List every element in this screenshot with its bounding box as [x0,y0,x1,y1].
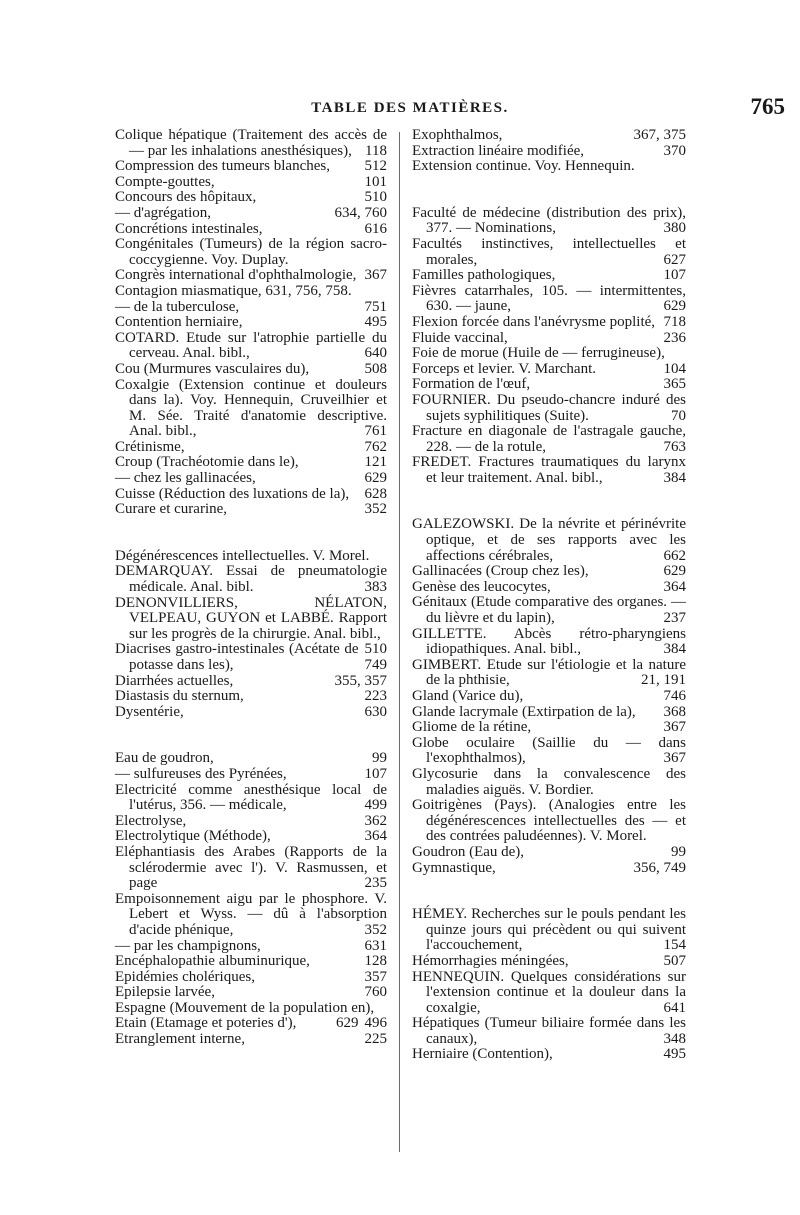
index-entry [412,377,686,393]
entry-page-ref: 628 [364,485,387,502]
index-entry [412,237,686,268]
entry-text: Espagne (Mouvement de la population en), [115,999,375,1016]
entry-page-ref: 362 [364,812,387,829]
entry-text: Contagion miasmatique, 631, 756, 758. [115,282,352,299]
entry-text: — d'agrégation, [115,204,212,221]
entry-page-ref: 225 [364,1031,387,1048]
entry-page-ref: 128 [364,953,387,970]
index-entry [115,331,387,362]
entry-page-ref: 101 [364,173,387,190]
entry-page-ref: 630 [364,703,387,720]
entry-page-ref: 70 [671,407,686,424]
entry-page-ref: 627 [663,251,686,268]
index-entry [412,705,686,721]
index-entry [115,985,387,1001]
index-entry [115,564,387,595]
entry-page-ref: 629 [663,563,686,580]
index-entry [115,175,387,191]
entry-page-ref: 629 [336,1015,359,1032]
entry-page-ref: 99 [671,843,686,860]
index-entry [412,767,686,798]
entry-text: — chez les gallinacées, [115,470,256,487]
entry-page-ref: 718 [663,313,686,330]
index-entry [115,829,387,845]
entry-text: DEMARQUAY. Essai de pneumatologie médicale. Anal. bibl. [115,563,387,596]
entry-page-ref: 370 [663,142,686,159]
index-entry [412,1016,686,1047]
entry-page-ref: 640 [364,345,387,362]
index-entry [115,674,387,690]
entry-page-ref: 355, 357 [334,672,387,689]
index-entry [412,658,686,689]
letter-section-gap [412,876,686,907]
entry-text: Epilepsie larvée, [115,984,215,1001]
index-entry [115,549,387,565]
index-entry [412,954,686,970]
index-entry [412,424,686,455]
entry-page-ref: 236 [663,329,686,346]
entry-page-ref: 499 [364,797,387,814]
entry-page-ref: 21, 191 [641,672,686,689]
entry-text: Diacrises gastro-intestinales (Acétate de potasse dans les), [115,641,359,673]
entry-page-ref: 751 [364,298,387,315]
index-entry [115,751,387,767]
entry-text: Genèse des leucocytes, [412,578,551,595]
entry-page-ref: 364 [364,828,387,845]
entry-page-ref: 107 [364,765,387,782]
entry-text: GIMBERT. Etude sur l'étiologie et la nature de la phthisie, [412,656,686,689]
entry-page-ref: 495 [663,1046,686,1063]
index-entry [115,440,387,456]
letter-section-gap [115,720,387,751]
entry-text: Electrolytique (Méthode), [115,828,271,845]
column-divider [399,132,400,1152]
entry-page-ref: 762 [364,438,387,455]
entry-page-ref: 357 [364,968,387,985]
entry-page-ref: 367 [663,750,686,767]
entry-text: Gliome de la rétine, [412,719,532,736]
entry-page-ref: 746 [663,688,686,704]
entry-text: Hépatiques (Tumeur biliaire formée dans les canaux), [412,1015,686,1047]
entry-page-ref: 368 [663,703,686,720]
entry-text: Encéphalopathie albuminurique, [115,953,310,970]
entry-page-ref: 616 [364,220,387,237]
entry-text: Concrétions intestinales, [115,220,263,237]
entry-text: Génitaux (Etude comparative des organes. — du lièvre et du lapin), [412,594,686,627]
index-entry [115,206,387,222]
entry-page-ref: 99 [372,750,387,767]
index-entry [115,190,387,206]
index-column-right [412,128,686,1063]
entry-text: Forceps et levier. V. Marchant. [412,360,596,377]
index-entry [412,627,686,658]
entry-text: COTARD. Etude sur l'atrophie partielle du cerveau. Anal. bibl., [115,329,387,362]
entry-text: Crétinisme, [115,438,185,455]
index-entry [115,705,387,721]
entry-text: Extension continue. Voy. Hennequin. [412,158,635,175]
entry-text: Goudron (Eau de), [412,843,525,860]
index-entry [412,159,686,175]
entry-text: Flexion forcée dans l'anévrysme poplité, [412,313,656,330]
index-entry [412,736,686,767]
entry-page-ref: 352 [364,921,387,938]
entry-page-ref: 367 [364,267,387,284]
index-entry [115,159,387,175]
entry-text: Eléphantiasis des Arabes (Rapports de la sclérodermie avec l'). V. Rasmussen, et page [115,843,387,892]
entry-text: Extraction linéaire modifiée, [412,142,585,159]
index-column-left [115,128,387,1048]
entry-page-ref: 384 [663,469,686,486]
index-entry [115,767,387,783]
index-entry [115,642,387,673]
entry-text: Globe oculaire (Saillie du — dans l'exophthalmos), [412,734,686,767]
entry-text: — de la tuberculose, [115,298,240,315]
entry-text: Gymnastique, [412,859,496,876]
entry-text: Etranglement interne, [115,1031,245,1048]
entry-text: Gallinacées (Croup chez les), [412,563,589,580]
entry-text: Colique hépatique (Traitement des accès de — par les inhalations anesthésiques), [115,127,387,159]
entry-page-ref: 512 [364,158,387,175]
entry-page-ref: 365 [663,376,686,393]
entry-text: Gland (Varice du), [412,688,524,704]
entry-text: Goitrigènes (Pays). (Analogies entre les dégénérescences intellectuelles des — et des contrées paludéennes). V. Morel. [412,797,686,845]
entry-text: Glande lacrymale (Extirpation de la), [412,703,636,720]
entry-text: HENNEQUIN. Quelques considérations sur l'extension continue et la douleur dans la coxalgie, [412,968,686,1016]
index-entry [115,814,387,830]
entry-text: Eau de goudron, [115,750,214,767]
entry-page-ref: 356, 749 [633,859,686,876]
entry-text: Compte-gouttes, [115,173,215,190]
entry-text: Fièvres catarrhales, 105. — intermittentes, 630. — jaune, [412,282,686,315]
index-entry [115,502,387,518]
entry-text: Curare et curarine, [115,501,228,518]
entry-page-ref: 641 [663,999,686,1016]
entry-page-ref: 749 [364,657,387,673]
entry-text: Electricité comme anesthésique local de l'utérus, 356. — médicale, [115,781,387,814]
letter-section-gap [412,175,686,206]
index-entry [115,954,387,970]
entry-text: GALEZOWSKI. De la névrite et périnévrite optique, et de ses rapports avec les affections cérébrales, [412,516,686,564]
entry-page-ref: 118 [365,142,387,159]
entry-text: Compression des tumeurs blanches, [115,158,330,175]
index-entry [412,970,686,1017]
entry-page-ref: 508 [364,360,387,377]
entry-page-ref: 348 [663,1030,686,1047]
entry-text: Glycosurie dans la convalescence des maladies aiguës. V. Bordier. [412,765,686,798]
entry-text: Concours des hôpitaux, [115,189,257,206]
index-entry [115,362,387,378]
entry-page-ref: 761 [364,423,387,440]
index-entry [115,487,387,503]
index-entry [412,455,686,486]
entry-page-ref: 223 [364,688,387,705]
index-entry [412,861,686,877]
running-head: TABLE DES MATIÈRES. [311,100,509,116]
index-entry [412,564,686,580]
entry-page-ref: 760 [364,984,387,1001]
index-entry [115,455,387,471]
index-entry [115,268,387,284]
entry-text: Dysentérie, [115,703,184,720]
entry-page-ref: 662 [663,547,686,564]
entry-text: FREDET. Fractures traumatiques du larynx et leur traitement. Anal. bibl., [412,454,686,486]
entry-page-ref: 121 [364,454,387,471]
entry-page-ref: 763 [663,438,686,455]
entry-page-ref: 380 [663,220,686,237]
entry-text: Dégénérescences intellectuelles. V. Morel. [115,547,370,564]
entry-page-ref: 629 [663,298,686,315]
index-entry [412,720,686,736]
entry-page-ref: 629 [364,470,387,487]
index-entry [412,907,686,954]
entry-text: — par les champignons, [115,937,261,954]
entry-page-ref: 364 [663,578,686,595]
index-entry [412,595,686,626]
entry-page-ref: 383 [364,579,387,596]
entry-page-ref: 104 [663,360,686,377]
index-entry [412,1047,686,1063]
entry-text: Congénitales (Tumeurs) de la région sacro-coccygienne. Voy. Duplay. [115,236,387,268]
entry-page-ref: 634, 760 [334,204,387,221]
index-entry [115,222,387,238]
entry-page-ref: 237 [663,610,686,627]
entry-text: Formation de l'œuf, [412,376,531,393]
entry-text: Fracture en diagonale de l'astragale gauche, 228. — de la rotule, [412,423,686,455]
entry-page-ref: 367, 375 [633,127,686,143]
index-entry [115,128,387,159]
entry-text: FOURNIER. Du pseudo-chancre induré des sujets syphilitiques (Suite). [412,391,686,424]
entry-text: Congrès international d'ophthalmologie, [115,267,357,284]
entry-page-ref: 384 [663,641,686,658]
entry-text: Electrolyse, [115,812,187,829]
entry-text: Hémorrhagies méningées, [412,952,569,969]
entry-text: DENONVILLIERS, NÉLATON, VELPEAU, GUYON et LABBÉ. Rapport sur les progrès de la chirurgie. Anal. bibl., [115,594,387,642]
entry-text: Foie de morue (Huile de — ferrugineuse), [412,345,665,362]
index-entry [412,393,686,424]
index-entry [412,144,686,160]
index-entry [412,845,686,861]
index-entry [115,1032,387,1048]
entry-text: GILLETTE. Abcès rétro-pharyngiens idiopathiques. Anal. bibl., [412,625,686,658]
index-entry [412,362,686,378]
entry-text: Empoisonnement aigu par le phosphore. V. Lebert et Wyss. — dû à l'absorption d'acide phénique, [115,890,387,938]
index-entry [115,300,387,316]
index-entry [412,206,686,237]
entry-text: Exophthalmos, [412,127,503,143]
index-entry [412,798,686,845]
entry-page-ref: 235 [364,875,387,892]
entry-page-ref: 495 [364,314,387,331]
entry-text: Diastasis du sternum, [115,688,244,705]
index-entry [115,378,387,440]
entry-page-ref: 352 [364,501,387,518]
letter-section-gap [115,518,387,549]
entry-page-ref: 496 [364,1015,387,1032]
index-entry [412,689,686,705]
entry-text: — sulfureuses des Pyrénées, [115,765,287,782]
entry-text: Fluide vaccinal, [412,329,508,346]
entry-text: Croup (Trachéotomie dans le), [115,454,299,471]
entry-text: Contention herniaire, [115,314,243,331]
index-entry [115,237,387,268]
index-entry [412,128,686,144]
entry-text: Facultés instinctives, intellectuelles et morales, [412,235,686,268]
index-entry [115,783,387,814]
entry-page-ref: 154 [663,937,686,954]
index-entry [115,284,387,300]
index-entry [412,284,686,315]
index-entry [412,331,686,347]
entry-text: Cou (Murmures vasculaires du), [115,360,310,377]
index-entry [412,315,686,331]
index-entry [115,970,387,986]
entry-text: Faculté de médecine (distribution des prix), 377. — Nominations, [412,204,686,237]
page-number: 765 [750,94,785,119]
entry-text: Familles pathologiques, [412,267,556,284]
index-entry [115,1016,387,1032]
index-entry [412,580,686,596]
entry-page-ref: 631 [364,937,387,954]
index-entry [412,517,686,564]
entry-text: Etain (Etamage et poteries d'), [115,1015,297,1032]
entry-page-ref: 107 [663,267,686,284]
entry-text: Cuisse (Réduction des luxations de la), [115,485,350,502]
entry-text: Coxalgie (Extension continue et douleurs dans la). Voy. Hennequin, Cruveilhier et M. Sée. Traité d'anatomie descriptive. Anal. bibl., [115,376,387,440]
index-entry [115,689,387,705]
entry-page-ref: 367 [663,719,686,736]
entry-text: Diarrhées actuelles, [115,672,234,689]
entry-text: Epidémies cholériques, [115,968,255,985]
index-entry [412,268,686,284]
entry-page-ref: 510 [364,189,387,206]
entry-text: HÉMEY. Recherches sur le pouls pendant les quinze jours qui précèdent ou qui suivent l'accouchement, [412,906,686,954]
index-entry [115,315,387,331]
entry-page-ref: 510 [364,641,387,658]
index-entry [115,471,387,487]
entry-text: Herniaire (Contention), [412,1046,553,1063]
entry-page-ref: 507 [663,952,686,969]
letter-section-gap [412,486,686,517]
index-entry [115,939,387,955]
index-entry [115,845,387,892]
index-entry [115,892,387,939]
